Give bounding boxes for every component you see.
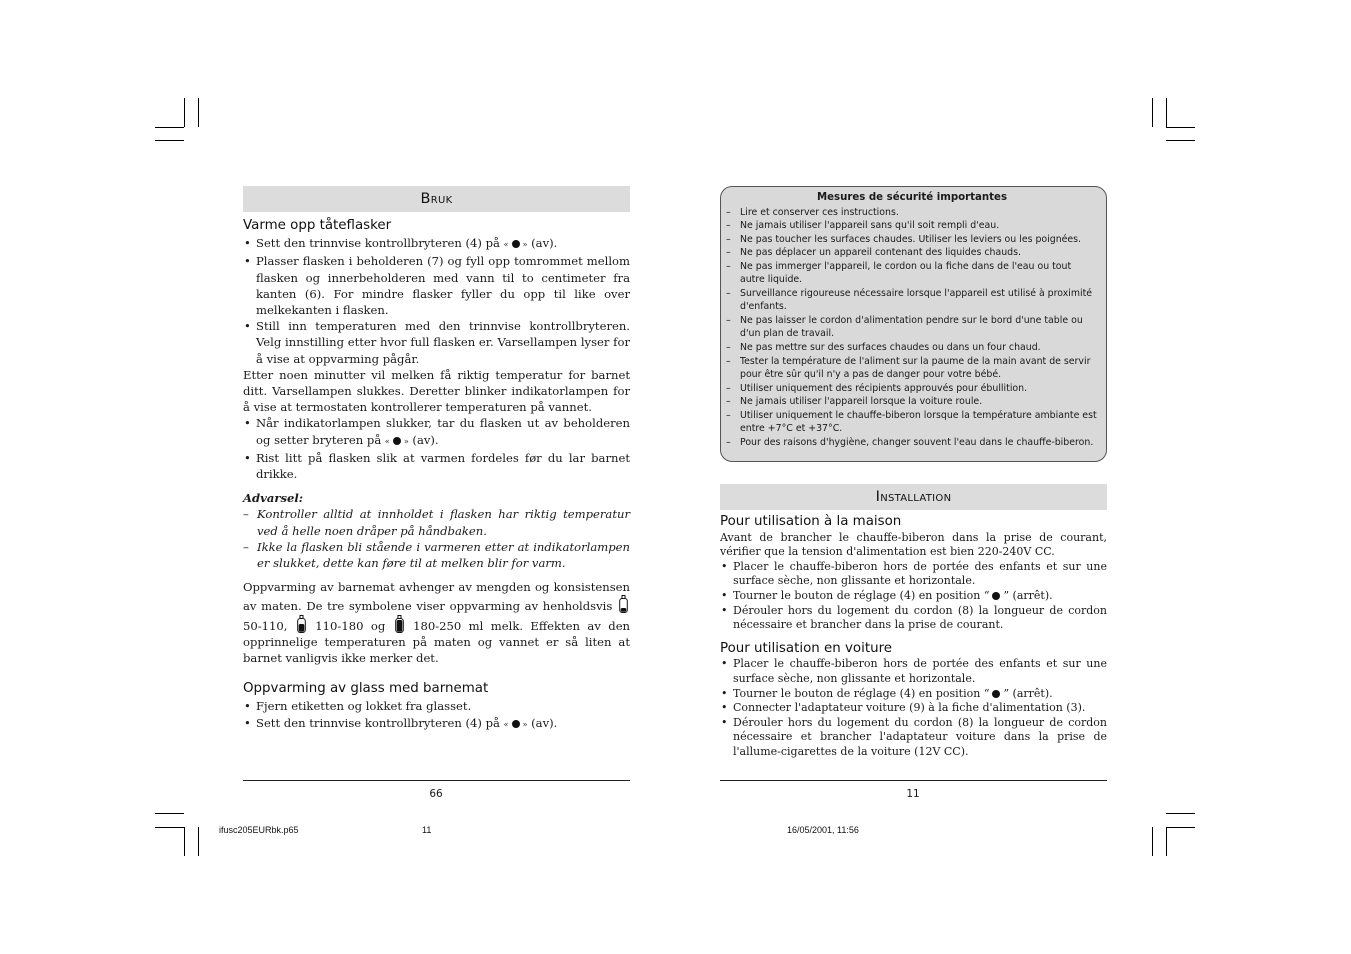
list-item: • Placer le chauffe-biberon hors de portée des enfants et sur une surface sèche, non glissante et horizontale. — [720, 657, 1107, 686]
list-item: – Pour des raisons d'hygiène, changer souvent l'eau dans le chauffe-biberon. — [726, 436, 1098, 450]
footer-rule-left — [243, 780, 630, 781]
bullet-list-voiture — [720, 657, 1107, 759]
list-item: – Lire et conserver ces instructions. — [726, 206, 1098, 220]
list-item: • Dérouler hors du logement du cordon (8) la longueur de cordon nécessaire et brancher dans la prise de courant. — [720, 604, 1107, 633]
list-item: – Ne jamais utiliser l'appareil lorsque la voiture roule. — [726, 395, 1098, 409]
bottle-small-icon — [619, 595, 628, 613]
page-number-right: 11 — [906, 788, 920, 800]
list-item: – Ne jamais utiliser l'appareil sans qu'il soit rempli d'eau. — [726, 219, 1098, 233]
section-title-installation: Installation — [720, 484, 1107, 510]
list-item: – Ne pas déplacer un appareil contenant des liquides chauds. — [726, 246, 1098, 260]
list-item: • Når indikatorlampen slukker, tar du flasken ut av beholderen og setter bryteren på « » (av). — [243, 415, 630, 449]
page-number-left: 66 — [429, 788, 443, 800]
heading-maison: Pour utilisation à la maison — [720, 514, 902, 529]
warning-title: Advarsel: — [243, 491, 304, 506]
heading-varme-opp: Varme opp tåteflasker — [243, 218, 392, 233]
list-item: • Sett den trinnvise kontrollbryteren (4) på « » (av). — [243, 235, 630, 253]
safety-title: Mesures de sécurité importantes — [816, 192, 1008, 203]
right-page-content — [720, 484, 1107, 760]
safety-box — [720, 186, 1107, 462]
footer-rule-right — [720, 780, 1107, 781]
filled-dot-icon — [992, 592, 1000, 600]
list-item: • Fjern etiketten og lokket fra glasset. — [243, 698, 630, 714]
list-item: • Dérouler hors du logement du cordon (8) la longueur de cordon nécessaire et brancher l'adaptateur voiture dans la prise de l'allume-cigarettes de la voiture (12V CC). — [720, 716, 1107, 760]
filled-dot-icon — [992, 690, 1000, 698]
paragraph-temperature: Etter noen minutter vil melken få riktig temperatur for barnet ditt. Varsellampen slukkes. Deretter blinker indikatorlampen for å vise at termostaten kontrollerer temperaturen på vannet. — [243, 367, 630, 415]
filled-dot-icon — [393, 437, 401, 445]
list-item: – Surveillance rigoureuse nécessaire lorsque l'appareil est utilisé à proximité d'enfants. — [726, 287, 1098, 314]
section-title-bruk: Bruk — [243, 186, 630, 212]
slug-filename: ifusc205EURbk.p65 — [219, 825, 299, 835]
bullet-list-glass — [243, 698, 630, 732]
filled-dot-icon — [512, 240, 520, 248]
list-item: • Placer le chauffe-biberon hors de portée des enfants et sur une surface sèche, non glissante et horizontale. — [720, 560, 1107, 589]
bullet-list-finish — [243, 415, 630, 482]
bullet-list-bottles — [243, 235, 630, 367]
list-item: • Sett den trinnvise kontrollbryteren (4) på « » (av). — [243, 715, 630, 733]
list-item: • Still inn temperaturen med den trinnvise kontrollbryteren. Velg innstilling etter hvor full flasken er. Varsellampen lyser for å vise at oppvarming pågår. — [243, 318, 630, 367]
list-item: • Rist litt på flasken slik at varmen fordeles før du lar barnet drikke. — [243, 450, 630, 482]
bottle-medium-icon — [297, 615, 306, 633]
paragraph-baby-food: Oppvarming av barnemat avhenger av mengden og konsistensen av maten. De tre symbolene viser oppvarming av henholdsvis 50-110, 110-180 og 180-250 ml melk. Effekten av den opprinnelige temperaturen på maten og vannet er så liten at barnet vanligvis ikke merker det. — [243, 580, 631, 666]
list-item: • Connecter l'adaptateur voiture (9) à la fiche d'alimentation (3). — [720, 701, 1107, 716]
left-page-content — [243, 186, 630, 733]
list-item: – Ne pas immerger l'appareil, le cordon ou la fiche dans de l'eau ou tout autre liquide. — [726, 260, 1098, 287]
list-item: – Ikke la flasken bli stående i varmeren etter at indikatorlampen er slukket, dette kan føre til at melken blir for varm. — [243, 539, 630, 571]
filled-dot-icon — [512, 720, 520, 728]
list-item: – Utiliser uniquement le chauffe-biberon lorsque la température ambiante est entre +7°C et +37°C. — [726, 409, 1098, 436]
heading-voiture: Pour utilisation en voiture — [720, 640, 893, 656]
list-item: – Ne pas toucher les surfaces chaudes. Utiliser les leviers ou les poignées. — [726, 233, 1098, 247]
list-item: • Plasser flasken i beholderen (7) og fyll opp tomrommet mellom flasken og innerbeholderen med vann til to centimeter fra kanten (6). For mindre flasker fyller du opp til like over melkekanten i flasken. — [243, 253, 630, 318]
list-item: – Ne pas laisser le cordon d'alimentation pendre sur le bord d'une table ou d'un plan de travail. — [726, 314, 1098, 341]
list-item: • Tourner le bouton de réglage (4) en position “ ” (arrêt). — [720, 589, 1107, 604]
bullet-list-maison — [720, 560, 1107, 633]
slug-datetime: 16/05/2001, 11:56 — [787, 825, 859, 835]
list-item: – Utiliser uniquement des récipients approuvés pour ébullition. — [726, 382, 1098, 396]
warning-list — [243, 506, 630, 571]
bottle-large-icon — [395, 615, 404, 633]
list-item: – Ne pas mettre sur des surfaces chaudes ou dans un four chaud. — [726, 341, 1098, 355]
paragraph-tension: Avant de brancher le chauffe-biberon dans la prise de courant, vérifier que la tension d'alimentation est bien 220-240V CC. — [720, 530, 1107, 559]
list-item: – Kontroller alltid at innholdet i flasken har riktig temperatur ved å helle noen dråper på håndbaken. — [243, 506, 630, 538]
list-item: • Tourner le bouton de réglage (4) en position “ ” (arrêt). — [720, 687, 1107, 702]
slug-page: 11 — [422, 825, 432, 835]
list-item: – Tester la température de l'aliment sur la paume de la main avant de servir pour être sûr qu'il n'y a pas de danger pour votre bébé. — [726, 355, 1098, 382]
heading-oppvarming-glass: Oppvarming av glass med barnemat — [243, 681, 489, 697]
safety-list — [726, 206, 1098, 450]
